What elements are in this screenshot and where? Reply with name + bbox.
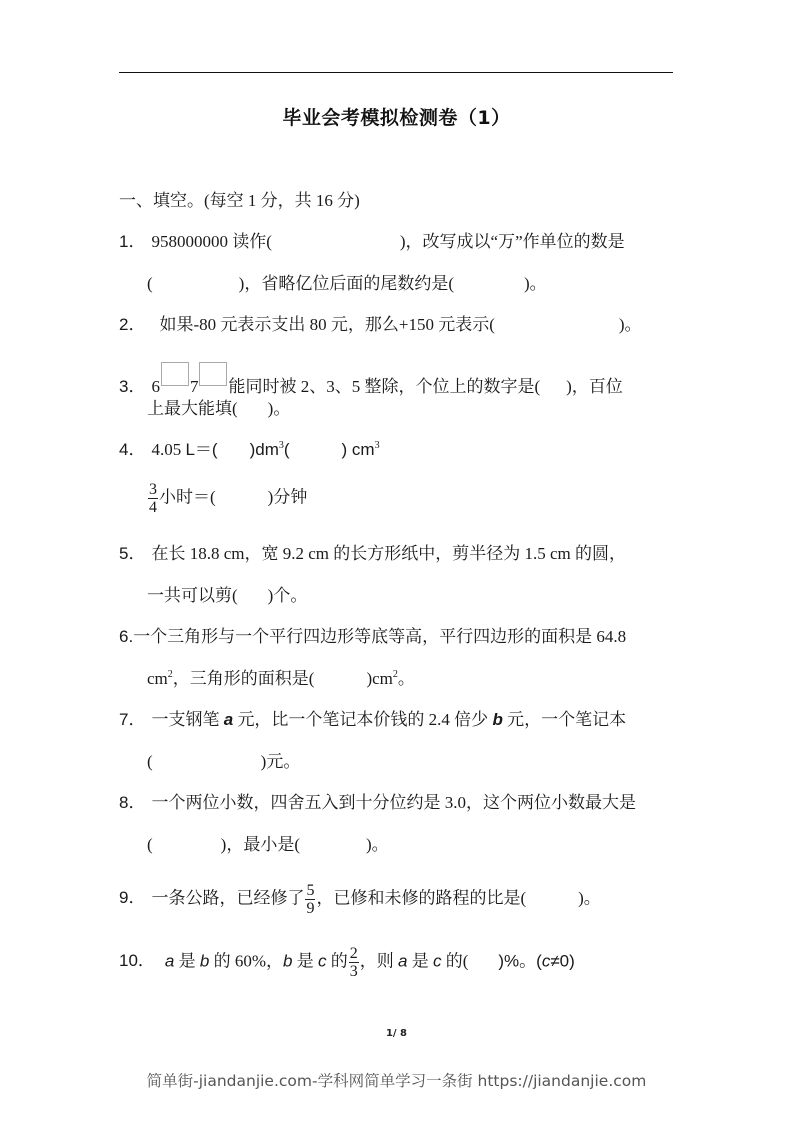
question-5-line-1: 5． 在长 18.8 cm，宽 9.2 cm 的长方形纸中，剪半径为 1.5 cm 的圆，: [119, 544, 627, 563]
digit-box: [161, 362, 189, 386]
question-10: 10． a 是 b 的 60%，b 是 c 的 $\frac{2}{3}$ ，则 a 是 c 的( )%。(c≠0): [119, 945, 575, 980]
variable-c: c: [432, 951, 442, 971]
question-3-line-2: 上最大能填( )。: [147, 399, 291, 418]
question-5-line-2: 一共可以剪( )个。: [147, 586, 308, 605]
question-number: 3．: [119, 377, 146, 396]
variable-b: b: [199, 951, 210, 971]
variable-b: b: [492, 710, 503, 729]
question-number: 9．: [119, 888, 146, 908]
fraction-three-quarters: $\frac{3}{4}$: [149, 481, 157, 516]
question-3-line-1: 3． 6 7 能同时被 2、3、5 整除，个位上的数字是( )，百位: [119, 362, 623, 398]
variable-a: a: [223, 710, 234, 729]
question-6-line-2: $cm^2$，三角形的面积是( )$cm^2$。: [147, 669, 415, 688]
question-1-line-2: ( )，省略亿位后面的尾数约是( )。: [147, 274, 547, 293]
question-7-line-1: 7． 一支钢笔 a 元，比一个笔记本价钱的 2.4 倍少 b 元，一个笔记本: [119, 710, 627, 729]
question-number: 2．: [119, 315, 146, 334]
variable-a: a: [398, 951, 408, 971]
question-9: 9． 一条公路，已经修了 $\frac{5}{9}$ ，已修和未修的路程的比是( )。: [119, 882, 601, 917]
question-number: 7．: [119, 710, 146, 729]
question-number: 1．: [119, 232, 146, 251]
page-title: 毕业会考模拟检测卷（1）: [282, 107, 511, 129]
variable-b: b: [283, 951, 293, 971]
question-6-line-1: 6.一个三角形与一个平行四边形等底等高，平行四边形的面积是 64.8: [119, 627, 627, 646]
question-4-line-2: $\frac{3}{4}$ 小时＝( )分钟: [149, 481, 308, 516]
question-number: 5．: [119, 544, 146, 563]
question-number: 10．: [119, 951, 155, 971]
fraction-five-ninths: $\frac{5}{9}$: [306, 882, 315, 917]
fraction-two-thirds: $\frac{2}{3}$: [349, 945, 358, 980]
question-number: 4．: [119, 440, 146, 459]
question-8-line-2: ( )，最小是( )。: [147, 835, 389, 854]
variable-a: a: [164, 951, 175, 971]
question-4-line-1: 4． 4.05 L＝( )$dm^3$( ) $cm^3$: [119, 440, 380, 459]
header-rule: [119, 72, 673, 73]
page-number: 1/ 8: [385, 1028, 408, 1039]
question-8-line-1: 8． 一个两位小数，四舍五入到十分位约是 3.0，这个两位小数最大是: [119, 793, 636, 812]
question-2: 2． 如果-80 元表示支出 80 元，那么+150 元表示( )。: [119, 315, 642, 334]
question-number: 6.: [119, 627, 134, 646]
digit-box: [199, 362, 227, 386]
variable-c: c: [541, 951, 551, 971]
variable-c: c: [318, 951, 327, 971]
question-7-line-2: ( )元。: [147, 752, 301, 771]
question-number: 8．: [119, 793, 146, 812]
footer-watermark: 简单街-jiandanjie.com-学科网简单学习一条街 https://jiandanjie.com: [146, 1072, 647, 1090]
section-heading: 一、填空。(每空 1 分，共 16 分): [119, 191, 360, 210]
question-1-line-1: 1． 958000000 读作( )，改写成以“万”作单位的数是: [119, 232, 625, 251]
